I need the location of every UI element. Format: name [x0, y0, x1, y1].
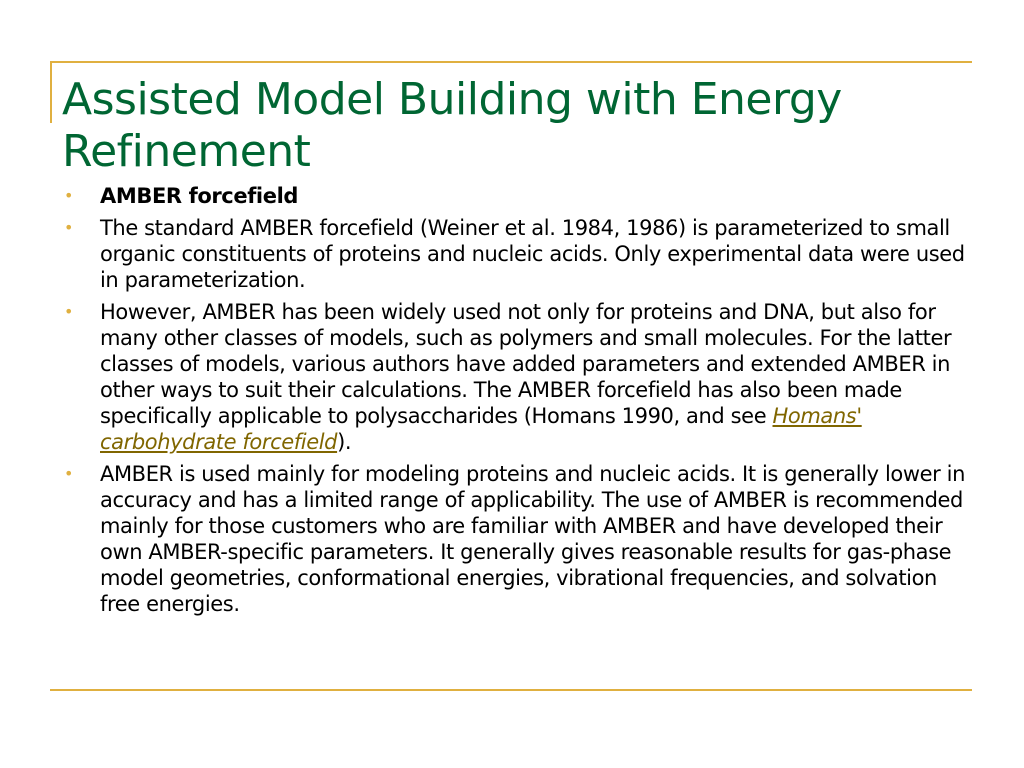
bullet-icon: •: [64, 218, 74, 237]
bullet-text-suffix: ).: [337, 430, 352, 454]
bullet-text: The standard AMBER forcefield (Weiner et al. 1984, 1986) is parameterized to small organic constituents of proteins and nucleic acids. Only experimental data were used in parameterization.: [100, 216, 965, 292]
bullet-item-amber-forcefield: [0, 183, 980, 209]
bullet-icon: •: [64, 186, 74, 205]
left-rule: [50, 61, 52, 123]
bullet-list: [0, 183, 1024, 623]
slide-title: Assisted Model Building with Energy Refinement: [62, 74, 842, 177]
top-rule: [50, 61, 972, 63]
bullet-item-wide-usage: [0, 299, 980, 455]
bullet-text: However, AMBER has been widely used not only for proteins and DNA, but also for many other classes of models, such as polymers and small molecules. For the latter classes of models, various authors have added parameters and extended AMBER in other ways to suit their calculations. The AMBER forcefield has also been made specifically applicable to polysaccharides (Homans 1990, and see: [100, 300, 952, 428]
bullet-text: AMBER is used mainly for modeling proteins and nucleic acids. It is generally lower in accuracy and has a limited range of applicability. The use of AMBER is recommended mainly for those customers who are familiar with AMBER and have developed their own AMBER-specific parameters. It generally gives reasonable results for gas-phase model geometries, conformational energies, vibrational frequencies, and solvation free energies.: [100, 462, 965, 616]
bullet-icon: •: [64, 464, 74, 483]
bullet-item-standard-forcefield: [0, 215, 980, 293]
bottom-rule: [50, 689, 972, 691]
homans-carbohydrate-forcefield-link[interactable]: Homans' carbohydrate forcefield: [100, 404, 862, 454]
bullet-heading: AMBER forcefield: [100, 184, 299, 208]
bullet-icon: •: [64, 302, 74, 321]
bullet-item-usage-recommendation: [0, 461, 980, 617]
